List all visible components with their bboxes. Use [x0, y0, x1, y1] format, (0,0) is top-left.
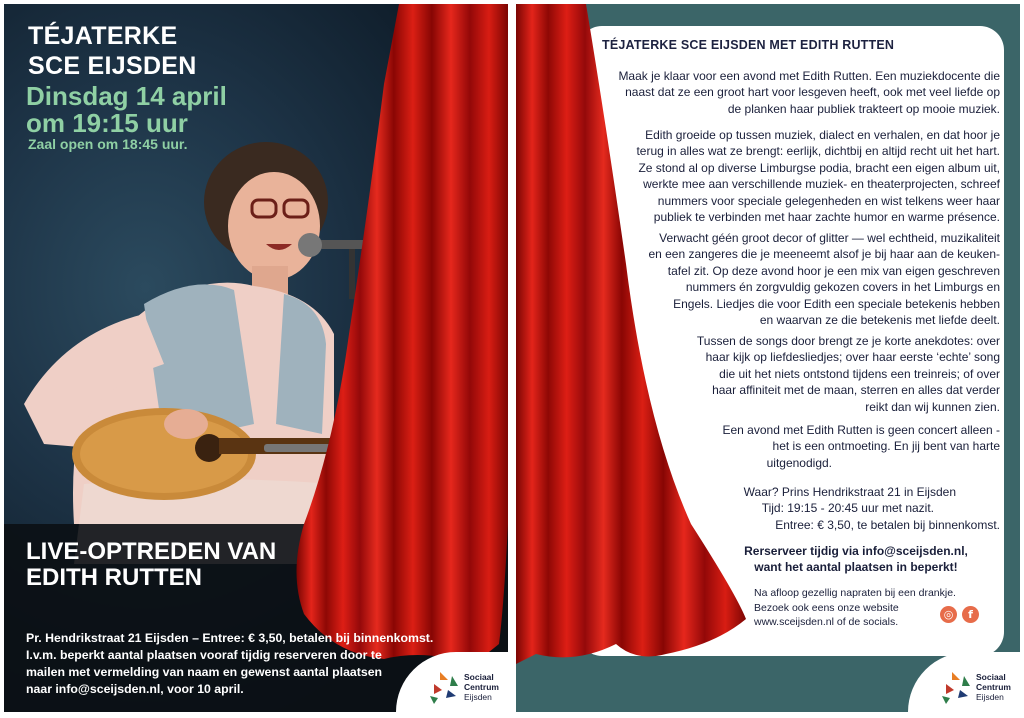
facebook-icon[interactable]: f — [962, 606, 979, 623]
headline-line-2: EDITH RUTTEN — [26, 564, 202, 591]
card-title: TÉJATERKE SCE EIJSDEN MET EDITH RUTTEN — [602, 38, 895, 52]
sociaal-centrum-logo-icon — [426, 666, 466, 706]
paragraph-3: Verwacht géén groot decor of glitter — wel echtheid, muzikaliteit en een zangeres die je meeneemt alsof je bij haar aan de keuken- tafel zit. Op deze avond hoor je een mix van eigen geschreven nummers én zorgvuldig gekozen covers in het Limburgs en Engels. Liedjes die voor Edith een speciale betekenis hebben en waarvan ze die betekenis met liefde deelt. — [648, 231, 1000, 328]
info-line-1: Pr. Hendrikstraat 21 Eijsden – Entree: € 3,50, betalen bij binnenkomst. — [26, 631, 434, 645]
poster-right-page — [516, 4, 1020, 712]
poster-left-page — [4, 4, 508, 712]
reservation-cta: Rerserveer tijdig via info@sceijsden.nl, want het aantal plaatsen in beperkt! — [744, 544, 968, 575]
paragraph-5: Een avond met Edith Rutten is geen concert alleen - het is een ontmoeting. En jij bent van harte uitgenodigd. — [722, 423, 1000, 470]
headline-line-1: LIVE-OPTREDEN VAN — [26, 538, 277, 565]
paragraph-4: Tussen de songs door brengt ze je korte anekdotes: over haar kijk op liefdesliedjes; over haar eerste ‘echte’ song die uit het niets ontstond tijdens een treinreis; of over haar affiniteit met de maan, sterren en alles dat verder reikt dan wij kunnen zien. — [696, 334, 1000, 414]
time-line: om 19:15 uur — [26, 108, 188, 138]
logo-line-2: Centrum — [976, 682, 1011, 692]
info-line-2: I.v.m. beperkt aantal plaatsen vooraf tijdig reserveren door te — [26, 648, 382, 662]
paragraph-1: Maak je klaar voor een avond met Edith Rutten. Een muziekdocente die naast dat ze een groot hart voor lesgeven heeft, ook met veel liefde op de planken haar publiek trakteert op mooie muziek. — [618, 69, 1000, 116]
logo-line-3: Eijsden — [976, 692, 1004, 702]
title-line-1: TÉJATERKE — [28, 22, 178, 50]
logo-line-3: Eijsden — [464, 692, 492, 702]
footer-text: Na afloop gezellig napraten bij een drankje. Bezoek ook eens onze website www.sceijsden.nl of de socials. — [754, 587, 956, 628]
paragraph-2: Edith groeide op tussen muziek, dialect en verhalen, en dat hoor je terug in alles wat ze brengt: eerlijk, dichtbij en altijd recht uit het hart. Ze stond al op diverse Limburgse podia, bracht een eigen album uit, werkte mee aan verschillende muziek- en theaterprojecten, schreef nummers voor speciale gelegenheden en wist telkens weer haar publiek te verbinden met haar zachte humor en warme présence. — [636, 128, 1000, 225]
logo-line-2: Centrum — [464, 682, 499, 692]
info-line-4: naar info@sceijsden.nl, voor 10 april. — [26, 682, 244, 696]
logo-line-1: Sociaal — [976, 672, 1006, 682]
sociaal-centrum-logo-icon — [938, 666, 978, 706]
title-line-2: SCE EIJSDEN — [28, 52, 197, 80]
info-line-3: mailen met vermelding van naam en gewenst aantal plaatsen — [26, 665, 383, 679]
logo-line-1: Sociaal — [464, 672, 494, 682]
paragraph-6: Waar? Prins Hendrikstraat 21 in Eijsden Tijd: 19:15 - 20:45 uur met nazit. Entree: € 3,50, te betalen bij binnenkomst. — [743, 485, 1000, 532]
doors-open-text: Zaal open om 18:45 uur. — [28, 136, 188, 152]
instagram-icon[interactable]: ◎ — [940, 606, 957, 623]
date-line: Dinsdag 14 april — [26, 81, 227, 111]
